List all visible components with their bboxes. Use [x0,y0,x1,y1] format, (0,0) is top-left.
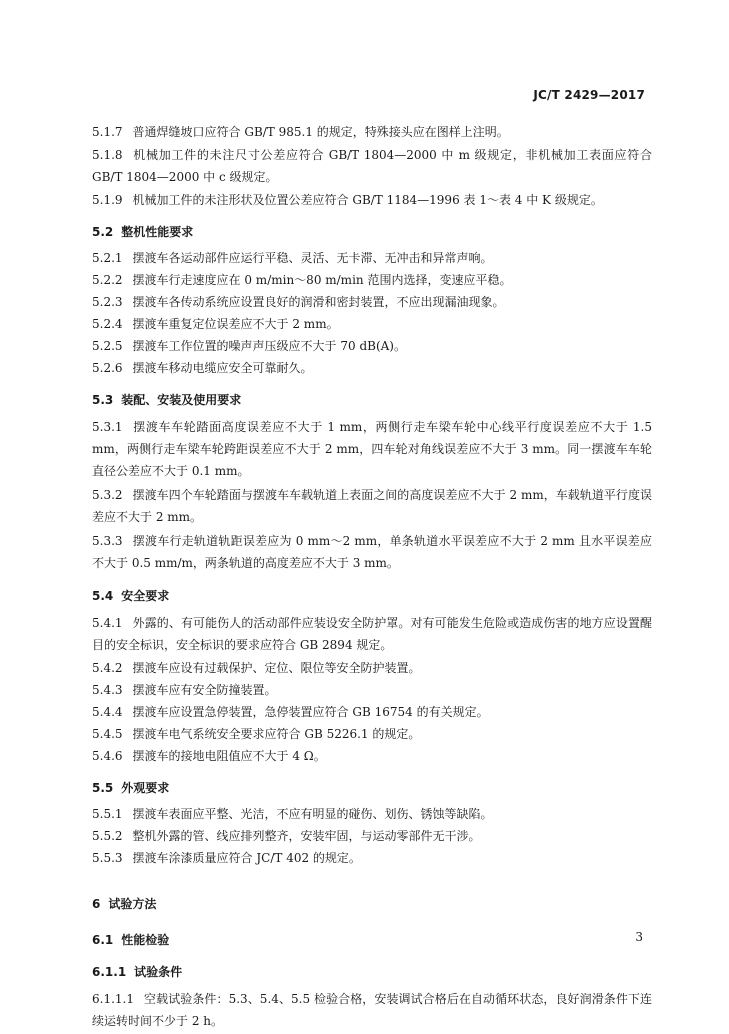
clause-5-3-2: 5.3.2 摆渡车四个车轮踏面与摆渡车车载轨道上表面之间的高度误差应不大于 2 mm，车载轨道平行度误差应不大于 2 mm。 [92,488,652,524]
clause-5-2-2: 5.2.2 摆渡车行走速度应在 0 m/min～80 m/min 范围内选择，变速应平稳。 [92,273,512,287]
section-heading-6-1: 6.1 性能检验 [92,933,170,947]
clause-5-2-3: 5.2.3 摆渡车各传动系统应设置良好的润滑和密封装置，不应出现漏油现象。 [92,295,505,309]
section-heading-5-3: 5.3 装配、安装及使用要求 [92,393,242,407]
chapter-heading-6: 6 试验方法 [92,897,157,911]
clause-5-2-6: 5.2.6 摆渡车移动电缆应安全可靠耐久。 [92,361,313,375]
clause-5-4-3: 5.4.3 摆渡车应有安全防撞装置。 [92,683,277,697]
clause-5-2-1: 5.2.1 摆渡车各运动部件应运行平稳、灵活、无卡滞、无冲击和异常声响。 [92,251,493,265]
clause-5-3-1: 5.3.1 摆渡车车轮踏面高度误差应不大于 1 mm，两侧行走车梁车轮中心线平行度误差应不大于 1.5 mm，两侧行走车梁车轮跨距误差应不大于 2 mm，四车轮对角线误差应不大于 3 mm。同一摆渡车车轮直径公差应不大于 0.1 mm。 [92,420,652,478]
clause-5-1-9: 5.1.9 机械加工件的未注形状及位置公差应符合 GB/T 1184—1996 表 1～表 4 中 K 级规定。 [92,193,603,207]
clause-5-5-1: 5.5.1 摆渡车表面应平整、光洁，不应有明显的碰伤、划伤、锈蚀等缺陷。 [92,807,493,821]
clause-5-4-4: 5.4.4 摆渡车应设置急停装置，急停装置应符合 GB 16754 的有关规定。 [92,705,489,719]
document-body [92,122,652,1034]
clause-5-1-7: 5.1.7 普通焊缝坡口应符合 GB/T 985.1 的规定，特殊接头应在图样上注明。 [92,125,509,139]
clause-5-4-6: 5.4.6 摆渡车的接地电阻值应不大于 4 Ω。 [92,749,326,763]
section-heading-5-4: 5.4 安全要求 [92,589,170,603]
document-code: JC/T 2429—2017 [533,88,645,102]
clause-5-2-5: 5.2.5 摆渡车工作位置的噪声声压级应不大于 70 dB(A)。 [92,339,406,353]
clause-5-4-2: 5.4.2 摆渡车应设有过载保护、定位、限位等安全防护装置。 [92,661,421,675]
section-heading-5-5: 5.5 外观要求 [92,781,170,795]
clause-5-2-4: 5.2.4 摆渡车重复定位误差应不大于 2 mm。 [92,317,339,331]
clause-5-5-3: 5.5.3 摆渡车涂漆质量应符合 JC/T 402 的规定。 [92,851,361,865]
page-number: 3 [635,930,643,944]
clause-6-1-1-1: 6.1.1.1 空载试验条件：5.3、5.4、5.5 检验合格，安装调试合格后在自动循环状态，良好润滑条件下连续运转时间不少于 2 h。 [92,992,652,1028]
section-heading-5-2: 5.2 整机性能要求 [92,225,194,239]
clause-5-1-8: 5.1.8 机械加工件的未注尺寸公差应符合 GB/T 1804—2000 中 m 级规定，非机械加工表面应符合 GB/T 1804—2000 中 c 级规定。 [92,148,652,184]
clause-5-4-5: 5.4.5 摆渡车电气系统安全要求应符合 GB 5226.1 的规定。 [92,727,421,741]
subsection-heading-6-1-1: 6.1.1 试验条件 [92,965,183,979]
clause-5-4-1: 5.4.1 外露的、有可能伤人的活动部件应装设安全防护罩。对有可能发生危险或造成伤害的地方应设置醒目的安全标识，安全标识的要求应符合 GB 2894 规定。 [92,616,652,652]
clause-5-3-3: 5.3.3 摆渡车行走轨道轨距误差应为 0 mm～2 mm，单条轨道水平误差应不大于 2 mm 且水平误差应不大于 0.5 mm/m，两条轨道的高度差应不大于 3 mm。 [92,534,652,570]
clause-5-5-2: 5.5.2 整机外露的管、线应排列整齐，安装牢固，与运动零部件无干涉。 [92,829,481,843]
